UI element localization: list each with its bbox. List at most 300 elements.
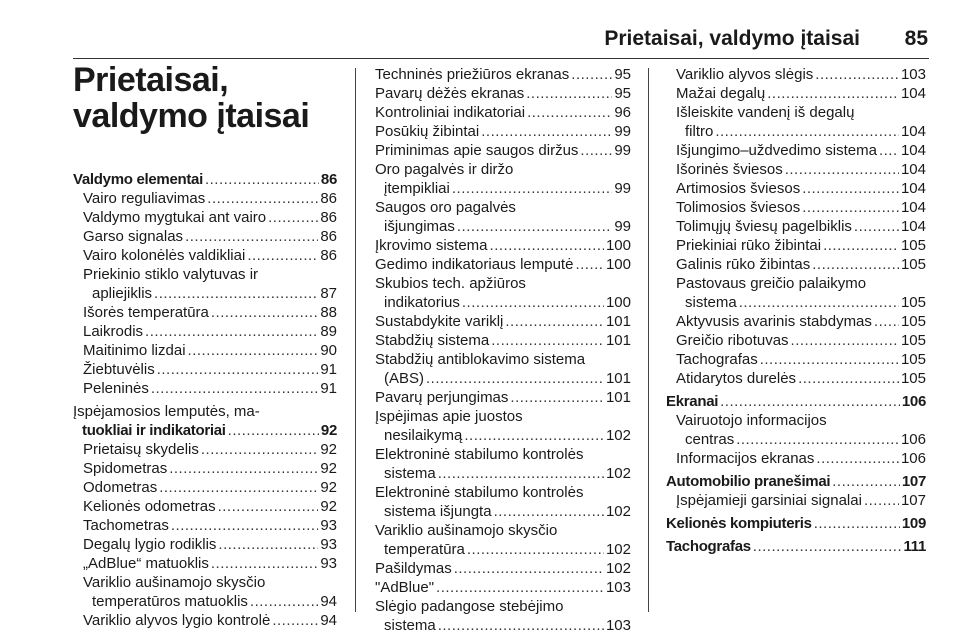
entry-line: [73, 421, 337, 440]
dot-leader: [739, 293, 899, 312]
entry-title-continuation: tuokliai ir indikatoriai: [82, 422, 226, 439]
entry-page-number: 101: [605, 332, 631, 349]
entry-line: [375, 388, 631, 407]
entry-title: Priekinio stiklo valytuvas ir: [83, 266, 259, 283]
entry-title-continuation: temperatūros matuoklis: [92, 593, 248, 610]
toc-section-entry[interactable]: [666, 472, 926, 491]
entry-title: Priekiniai rūko žibintai: [676, 237, 822, 254]
dot-leader: [268, 208, 318, 227]
toc-entry[interactable]: [73, 265, 337, 303]
entry-page-number: 88: [320, 304, 337, 321]
entry-line: [83, 208, 337, 227]
entry-title: "AdBlue": [375, 579, 435, 596]
entry-line: [83, 497, 337, 516]
entry-line: [375, 217, 631, 236]
entry-line: [375, 122, 631, 141]
toc-entry[interactable]: [365, 122, 631, 141]
dot-leader: [272, 611, 318, 630]
toc-entry[interactable]: [365, 350, 631, 388]
toc-entry[interactable]: [73, 227, 337, 246]
toc-entry[interactable]: [365, 312, 631, 331]
dot-leader: [785, 160, 899, 179]
toc-entry[interactable]: [666, 274, 926, 312]
entry-title: Tachometras: [83, 517, 169, 534]
toc-entry[interactable]: [365, 103, 631, 122]
dot-leader: [205, 170, 319, 189]
toc-entry[interactable]: [666, 65, 926, 84]
entry-title: Kelionės odometras: [83, 498, 216, 515]
entry-page-number: 105: [900, 294, 926, 311]
entry-title: Elektroninė stabilumo kontrolės: [375, 484, 584, 501]
dot-leader: [218, 497, 319, 516]
dot-leader: [767, 84, 899, 103]
dot-leader: [211, 554, 318, 573]
entry-title: Tachografas: [676, 351, 758, 368]
dot-leader: [145, 322, 318, 341]
dot-leader: [823, 236, 899, 255]
toc-section-entry[interactable]: [666, 537, 926, 556]
entry-page-number: 99: [614, 142, 631, 159]
entry-line: [676, 179, 926, 198]
entry-line: [676, 255, 926, 274]
page-number: 85: [904, 27, 928, 50]
entry-title: Oro pagalvės ir diržo: [375, 161, 514, 178]
entry-title: Tachografas: [666, 538, 751, 555]
entry-title-continuation: filtro: [685, 123, 714, 140]
entry-title: Pavarų perjungimas: [375, 389, 509, 406]
entry-line: [676, 350, 926, 369]
entry-line: [83, 592, 337, 611]
toc-column-2: [365, 65, 631, 635]
entry-title: Stabdžių sistema: [375, 332, 490, 349]
header-rule: [73, 58, 929, 59]
entry-title: Odometras: [83, 479, 158, 496]
toc-section-entry[interactable]: [666, 514, 926, 533]
toc-entry[interactable]: [365, 559, 631, 578]
entry-page-number: 95: [614, 85, 631, 102]
entry-title: Kontroliniai indikatoriai: [375, 104, 526, 121]
entry-page-number: 93: [320, 517, 337, 534]
entry-title: Pašildymas: [375, 560, 452, 577]
entry-line: [676, 293, 926, 312]
entry-title: Variklio alyvos lygio kontrolė: [83, 612, 271, 629]
toc-entry[interactable]: [666, 160, 926, 179]
entry-line: [83, 440, 337, 459]
dot-leader: [438, 464, 604, 483]
column-divider-2: [648, 68, 649, 612]
dot-leader: [812, 255, 899, 274]
entry-page-number: 86: [320, 228, 337, 245]
entry-page-number: 107: [901, 473, 926, 490]
dot-leader: [760, 350, 899, 369]
entry-page-number: 109: [901, 515, 926, 532]
entry-title: Žiebtuvėlis: [83, 361, 155, 378]
dot-leader: [454, 559, 604, 578]
dot-leader: [462, 293, 604, 312]
toc-entry[interactable]: [365, 388, 631, 407]
entry-page-number: 99: [614, 180, 631, 197]
entry-line: [83, 516, 337, 535]
entry-page-number: 103: [900, 66, 926, 83]
entry-line: [83, 246, 337, 265]
entry-line: [83, 554, 337, 573]
entry-page-number: 92: [320, 422, 337, 439]
entry-page-number: 104: [900, 161, 926, 178]
dot-leader: [157, 360, 319, 379]
dot-leader: [481, 122, 612, 141]
toc-entry[interactable]: [365, 236, 631, 255]
entry-page-number: 105: [900, 256, 926, 273]
toc-entry[interactable]: [73, 497, 337, 516]
dot-leader: [154, 284, 318, 303]
entry-line: [676, 65, 926, 84]
toc-entry[interactable]: [365, 160, 631, 198]
toc-entry[interactable]: [73, 478, 337, 497]
toc-entry[interactable]: [73, 611, 337, 630]
toc-entry[interactable]: [365, 65, 631, 84]
toc-entry[interactable]: [73, 303, 337, 322]
entry-page-number: 102: [605, 560, 631, 577]
entry-page-number: 106: [900, 450, 926, 467]
entry-title-continuation: sistema: [685, 294, 737, 311]
entry-title: Stabdžių antiblokavimo sistema: [375, 351, 586, 368]
toc-entry[interactable]: [73, 341, 337, 360]
entry-line: [676, 160, 926, 179]
entry-title: Skubios tech. apžiūros: [375, 275, 526, 292]
toc-entry[interactable]: [666, 312, 926, 331]
dot-leader: [228, 421, 319, 440]
entry-line: [83, 478, 337, 497]
dot-leader: [527, 103, 612, 122]
toc-entry[interactable]: [666, 255, 926, 274]
entry-page-number: 105: [900, 351, 926, 368]
entry-line: [666, 472, 926, 491]
entry-line: [676, 236, 926, 255]
entry-line: [676, 217, 926, 236]
entry-line: [375, 84, 631, 103]
toc-entry[interactable]: [365, 597, 631, 635]
toc-entry[interactable]: [73, 535, 337, 554]
entry-page-number: 91: [320, 380, 337, 397]
dot-leader: [185, 227, 318, 246]
entry-title: Spidometras: [83, 460, 168, 477]
entry-line: [666, 514, 926, 533]
entry-title-continuation: sistema išjungta: [384, 503, 492, 520]
entry-page-number: 100: [605, 256, 631, 273]
toc-entry[interactable]: [73, 189, 337, 208]
entry-line: [83, 303, 337, 322]
entry-line: [375, 293, 631, 312]
dot-leader: [874, 312, 899, 331]
entry-line: [375, 255, 631, 274]
toc-section-entry[interactable]: [73, 402, 337, 440]
entry-title-continuation: sistema: [384, 617, 436, 634]
entry-line: [375, 179, 631, 198]
entry-page-number: 90: [320, 342, 337, 359]
dot-leader: [188, 341, 319, 360]
entry-page-number: 105: [900, 313, 926, 330]
toc-entry[interactable]: [666, 350, 926, 369]
toc-entry[interactable]: [666, 198, 926, 217]
dot-leader: [798, 369, 899, 388]
dot-leader: [491, 331, 604, 350]
entry-page-number: 87: [320, 285, 337, 302]
dot-leader: [250, 592, 318, 611]
toc-entry[interactable]: [666, 103, 926, 141]
entry-title: Saugos oro pagalvės: [375, 199, 516, 216]
toc-entry[interactable]: [666, 491, 926, 510]
toc-entry[interactable]: [666, 217, 926, 236]
dot-leader: [753, 537, 902, 556]
dot-leader: [580, 141, 612, 160]
entry-page-number: 94: [320, 593, 337, 610]
entry-page-number: 92: [320, 441, 337, 458]
toc-entry[interactable]: [365, 578, 631, 597]
entry-title: Aktyvusis avarinis stabdymas: [676, 313, 872, 330]
entry-title: Valdymo mygtukai ant vairo: [83, 209, 267, 226]
toc-entry[interactable]: [666, 449, 926, 468]
entry-page-number: 86: [320, 247, 337, 264]
toc-entry[interactable]: [73, 379, 337, 398]
entry-title: Sustabdykite variklį: [375, 313, 504, 330]
dot-leader: [715, 122, 899, 141]
entry-page-number: 93: [320, 536, 337, 553]
entry-page-number: 101: [605, 370, 631, 387]
dot-leader: [736, 430, 899, 449]
entry-page-number: 104: [900, 180, 926, 197]
entry-page-number: 86: [320, 209, 337, 226]
entry-title: Kelionės kompiuteris: [666, 515, 812, 532]
toc-entry[interactable]: [73, 360, 337, 379]
toc-section-entry[interactable]: [73, 170, 337, 189]
dot-leader: [571, 65, 612, 84]
entry-line: [676, 491, 926, 510]
entry-title-continuation: įtempikliai: [384, 180, 450, 197]
entry-line: [676, 312, 926, 331]
toc-entry[interactable]: [73, 322, 337, 341]
entry-line: [375, 369, 631, 388]
toc-entry[interactable]: [365, 198, 631, 236]
dot-leader: [438, 616, 604, 635]
dot-leader: [169, 459, 318, 478]
entry-page-number: 103: [605, 617, 631, 634]
entry-line: [375, 103, 631, 122]
entry-line: [676, 198, 926, 217]
entry-title: Išorinės šviesos: [676, 161, 783, 178]
entry-page-number: 86: [320, 190, 337, 207]
entry-page-number: 107: [900, 492, 926, 509]
entry-title: Pastovaus greičio palaikymo: [676, 275, 867, 292]
entry-title: Elektroninė stabilumo kontrolės: [375, 446, 584, 463]
entry-title: Išorės temperatūra: [83, 304, 209, 321]
dot-leader: [436, 578, 604, 597]
dot-leader: [218, 535, 318, 554]
toc-entry[interactable]: [73, 440, 337, 459]
entry-page-number: 102: [605, 541, 631, 558]
entry-line: [676, 430, 926, 449]
entry-title: Atidarytos durelės: [676, 370, 797, 387]
entry-title: Vairo reguliavimas: [83, 190, 206, 207]
entry-line: [375, 65, 631, 84]
entry-title: Peleninės: [83, 380, 149, 397]
toc-entry[interactable]: [365, 521, 631, 559]
entry-page-number: 111: [903, 538, 926, 555]
entry-page-number: 99: [614, 218, 631, 235]
toc-entry[interactable]: [365, 483, 631, 521]
dot-leader: [467, 540, 604, 559]
entry-line: [83, 535, 337, 554]
entry-page-number: 95: [614, 66, 631, 83]
dot-leader: [452, 179, 612, 198]
dot-leader: [171, 516, 318, 535]
entry-title: Maitinimo lizdai: [83, 342, 186, 359]
column-divider-1: [355, 68, 356, 612]
toc-entry[interactable]: [365, 141, 631, 160]
toc-entry[interactable]: [666, 84, 926, 103]
dot-leader: [802, 179, 899, 198]
entry-line: [83, 322, 337, 341]
entry-page-number: 100: [605, 237, 631, 254]
entry-line: [375, 540, 631, 559]
entry-line: [676, 449, 926, 468]
entry-line: [375, 141, 631, 160]
entry-title: Greičio ribotuvas: [676, 332, 789, 349]
toc-entry[interactable]: [365, 445, 631, 483]
dot-leader: [505, 312, 604, 331]
toc-entry[interactable]: [365, 84, 631, 103]
entry-title: Vairo kolonėlės valdikliai: [83, 247, 246, 264]
entry-page-number: 104: [900, 123, 926, 140]
entry-page-number: 105: [900, 237, 926, 254]
entry-page-number: 101: [605, 389, 631, 406]
entry-line: [83, 284, 337, 303]
entry-title: Išjungimo–uždvedimo sistema: [676, 142, 877, 159]
entry-line: [375, 502, 631, 521]
entry-title: Įspėjimas apie juostos: [375, 408, 523, 425]
dot-leader: [510, 388, 604, 407]
entry-title: Prietaisų skydelis: [83, 441, 199, 458]
entry-title: Degalų lygio rodiklis: [83, 536, 217, 553]
entry-page-number: 96: [614, 104, 631, 121]
entry-line: [676, 122, 926, 141]
entry-title: Informacijos ekranas: [676, 450, 815, 467]
toc-entry[interactable]: [666, 369, 926, 388]
entry-page-number: 89: [320, 323, 337, 340]
toc-entry[interactable]: [73, 554, 337, 573]
entry-page-number: 102: [605, 465, 631, 482]
entry-line: [83, 360, 337, 379]
dot-leader: [526, 84, 612, 103]
entry-page-number: 100: [605, 294, 631, 311]
entry-line: [375, 616, 631, 635]
entry-line: [375, 331, 631, 350]
entry-page-number: 106: [901, 393, 926, 410]
dot-leader: [791, 331, 899, 350]
entry-title-continuation: išjungimas: [384, 218, 455, 235]
entry-page-number: 104: [900, 218, 926, 235]
entry-title: Slėgio padangose stebėjimo: [375, 598, 564, 615]
entry-title: Gedimo indikatoriaus lemputė: [375, 256, 574, 273]
entry-page-number: 104: [900, 85, 926, 102]
toc-entry[interactable]: [73, 516, 337, 535]
entry-page-number: 94: [320, 612, 337, 629]
entry-page-number: 92: [320, 479, 337, 496]
entry-line: [375, 559, 631, 578]
dot-leader: [802, 198, 899, 217]
entry-title: Tolimosios šviesos: [676, 199, 801, 216]
toc-entry[interactable]: [666, 411, 926, 449]
entry-line: [83, 459, 337, 478]
entry-title: Įkrovimo sistema: [375, 237, 488, 254]
dot-leader: [854, 217, 899, 236]
entry-page-number: 103: [605, 579, 631, 596]
chapter-title: Prietaisai, valdymo įtaisai: [73, 61, 310, 135]
entry-title: Įspėjamieji garsiniai signalai: [676, 492, 862, 509]
toc-entry[interactable]: [73, 459, 337, 478]
entry-title: Posūkių žibintai: [375, 123, 480, 140]
toc-entry[interactable]: [73, 208, 337, 227]
entry-title-continuation: centras: [685, 431, 735, 448]
running-header-title: Prietaisai, valdymo įtaisai: [604, 27, 860, 50]
entry-line: [375, 312, 631, 331]
entry-page-number: 86: [320, 171, 337, 188]
entry-title: „AdBlue“ matuoklis: [83, 555, 209, 572]
toc-entry[interactable]: [365, 274, 631, 312]
entry-page-number: 105: [900, 332, 926, 349]
dot-leader: [464, 426, 604, 445]
entry-page-number: 104: [900, 142, 926, 159]
dot-leader: [490, 236, 604, 255]
dot-leader: [832, 472, 900, 491]
entry-line: [666, 392, 926, 411]
toc-entry[interactable]: [73, 573, 337, 611]
entry-title-continuation: temperatūra: [384, 541, 465, 558]
toc-entry[interactable]: [365, 331, 631, 350]
toc-entry[interactable]: [666, 236, 926, 255]
entry-title: Garso signalas: [83, 228, 184, 245]
entry-title: Priminimas apie saugos diržus: [375, 142, 579, 159]
entry-title: Variklio alyvos slėgis: [676, 66, 814, 83]
entry-page-number: 91: [320, 361, 337, 378]
entry-line: [676, 84, 926, 103]
entry-title: Mažai degalų: [676, 85, 766, 102]
dot-leader: [247, 246, 318, 265]
toc-entry[interactable]: [73, 246, 337, 265]
entry-title-continuation: sistema: [384, 465, 436, 482]
entry-title: Valdymo elementai: [73, 171, 203, 188]
toc-entry[interactable]: [666, 331, 926, 350]
entry-line: [83, 379, 337, 398]
dot-leader: [151, 379, 318, 398]
entry-line: [83, 611, 337, 630]
entry-title: Variklio aušinamojo skysčio: [375, 522, 558, 539]
dot-leader: [816, 449, 899, 468]
toc-entry[interactable]: [666, 179, 926, 198]
entry-title-continuation: nesilaikymą: [384, 427, 463, 444]
dot-leader: [814, 514, 900, 533]
dot-leader: [211, 303, 318, 322]
entry-line: [375, 578, 631, 597]
toc-entry[interactable]: [365, 407, 631, 445]
toc-entry[interactable]: [666, 141, 926, 160]
toc-section-entry[interactable]: [666, 392, 926, 411]
entry-title: Įspėjamosios lemputės, ma-: [73, 403, 260, 420]
entry-page-number: 101: [605, 313, 631, 330]
entry-title-continuation: (ABS): [384, 370, 425, 387]
entry-page-number: 102: [605, 503, 631, 520]
toc-entry[interactable]: [365, 255, 631, 274]
entry-line: [676, 331, 926, 350]
